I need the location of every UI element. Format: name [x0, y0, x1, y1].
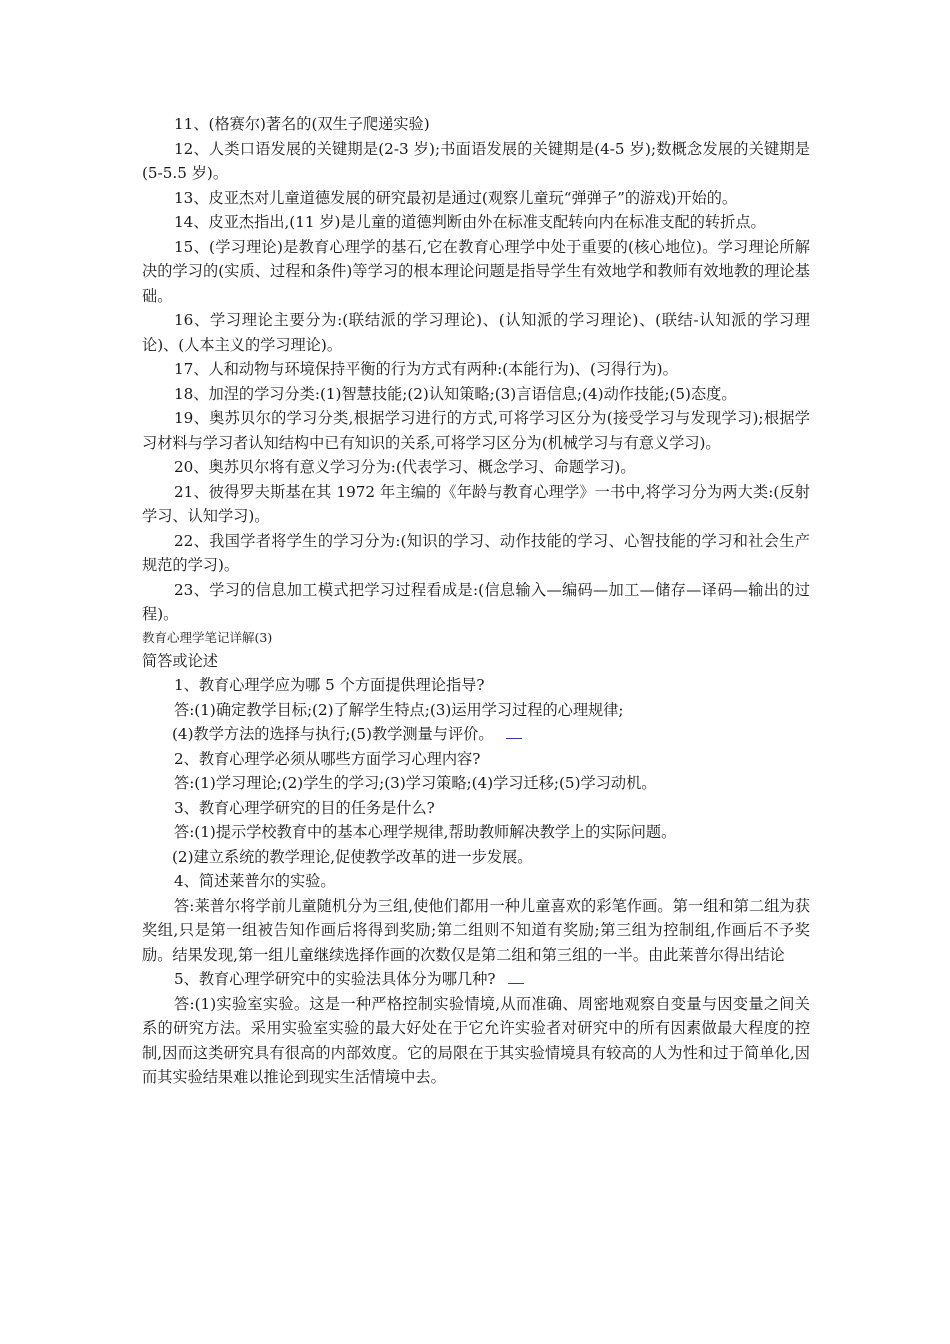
document-page [142, 112, 810, 1090]
item-15: 15、(学习理论)是教育心理学的基石,它在教育心理学中处于重要的(核心地位)。学习理论所解决的学习的(实质、过程和条件)等学习的根本理论问题是指导学生有效地学和教师有效地教的理论基础。 [142, 237, 810, 305]
answer-1-line-1: 答:(1)确定教学目标;(2)了解学生特点;(3)运用学习过程的心理规律; [174, 700, 624, 719]
answer-1-line-2-text: (4)教学方法的选择与执行;(5)教学测量与评价。 [172, 725, 494, 743]
question-4: 4、简述莱普尔的实验。 [174, 872, 336, 890]
answer-4: 答:莱普尔将学前儿童随机分为三组,使他们都用一种儿童喜欢的彩笔作画。第一组和第二组为获奖组,只是第一组被告知作画后将得到奖励;第二组则不知道有奖励;第三组为控制组,作画后不予奖励。结果发现,第一组儿童继续选择作画的次数仅是第二组和第三组的一半。由此莱普尔得出结论 [142, 896, 810, 964]
question-2: 2、教育心理学必须从哪些方面学习心理内容? [174, 749, 481, 768]
answer-3-line-2: (2)建立系统的教学理论,促使教学改革的进一步发展。 [172, 847, 533, 866]
question-3: 3、教育心理学研究的目的任务是什么? [174, 798, 435, 817]
item-13: 13、皮亚杰对儿童道德发展的研究最初是通过(观察儿童玩“弹弹子”的游戏)开始的。 [174, 188, 738, 207]
question-5-text: 5、教育心理学研究中的实验法具体分为哪几种? [174, 970, 496, 988]
question-1: 1、教育心理学应为哪 5 个方面提供理论指导? [174, 676, 485, 694]
item-19: 19、奥苏贝尔的学习分类,根据学习进行的方式,可将学习区分为(接受学习与发现学习);根据学习材料与学习者认知结构中已有知识的关系,可将学习区分为(机械学习与有意义学习)。 [142, 409, 810, 452]
question-5 [142, 967, 810, 992]
item-23: 23、学习的信息加工模式把学习过程看成是:(信息输入—编码—加工—储存—译码—输出的过程)。 [142, 580, 810, 623]
item-17: 17、人和动物与环境保持平衡的行为方式有两种:(本能行为)、(习得行为)。 [174, 360, 678, 378]
item-22: 22、我国学者将学生的学习分为:(知识的学习、动作技能的学习、心智技能的学习和社会生产规范的学习)。 [142, 531, 810, 574]
item-14: 14、皮亚杰指出,(11 岁)是儿童的道德判断由外在标准支配转向内在标准支配的转折点。 [174, 213, 766, 231]
item-18: 18、加涅的学习分类:(1)智慧技能;(2)认知策略;(3)言语信息;(4)动作技能;(5)态度。 [174, 384, 737, 403]
item-16: 16、学习理论主要分为:(联结派的学习理论)、(认知派的学习理论)、(联结-认知派的学习理论)、(人本主义的学习理论)。 [142, 311, 810, 354]
item-11: 11、(格赛尔)著名的(双生子爬递实验) [174, 115, 430, 133]
item-12: 12、人类口语发展的关键期是(2-3 岁);书面语发展的关键期是(4-5 岁);数概念发展的关键期是(5-5.5 岁)。 [142, 139, 810, 182]
answer-1-line-2 [142, 722, 810, 747]
item-20: 20、奥苏贝尔将有意义学习分为:(代表学习、概念学习、命题学习)。 [174, 458, 636, 476]
answer-5: 答:(1)实验室实验。这是一种严格控制实验情境,从而准确、周密地观察自变量与因变量之间关系的研究方法。采用实验室实验的最大好处在于它允许实验者对研究中的所有因素做最大程度的控制,因而这类研究具有很高的内部效度。它的局限在于其实验情境具有较高的人为性和过于简单化,因而其实验结果难以推论到现实生活情境中去。 [142, 994, 810, 1086]
answer-2: 答:(1)学习理论;(2)学生的学习;(3)学习策略;(4)学习迁移;(5)学习动机。 [174, 774, 657, 792]
link-mark[interactable] [508, 973, 524, 984]
link-mark[interactable] [506, 728, 522, 739]
section-title: 教育心理学笔记详解(3) [142, 629, 273, 645]
item-21: 21、彼得罗夫斯基在其 1972 年主编的《年龄与教育心理学》一书中,将学习分为两大类:(反射学习、认知学习)。 [142, 482, 810, 525]
answer-3-line-1: 答:(1)提示学校教育中的基本心理学规律,帮助教师解决教学上的实际问题。 [174, 823, 677, 841]
section-heading: 简答或论述 [142, 651, 218, 670]
